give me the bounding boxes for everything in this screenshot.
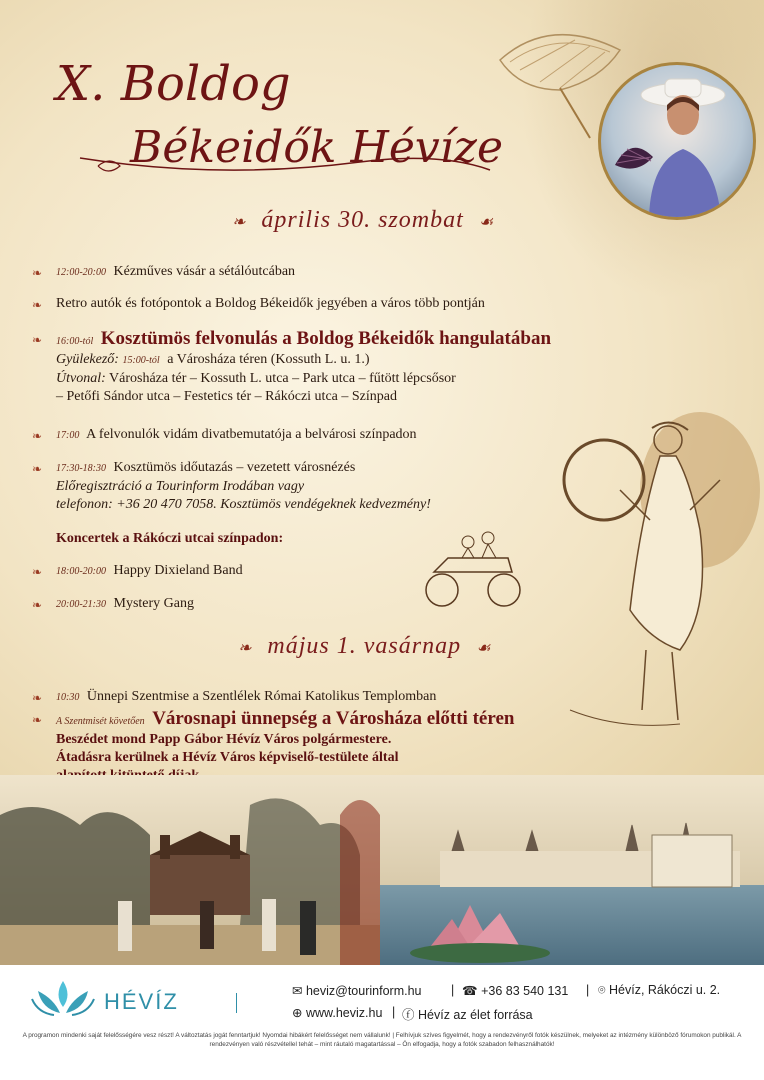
speech-line: Beszédet mond Papp Gábor Hévíz Város polgármestere.: [56, 732, 392, 747]
contact-separator: |: [586, 983, 590, 997]
phone-line: telefonon: +36 20 470 7058. Kosztümös vendégeknek kedvezmény!: [56, 497, 431, 512]
leaf-bullet-icon: ❧: [32, 333, 43, 347]
leaf-bullet-icon: ❧: [32, 713, 43, 727]
leaf-bullet-icon: ❧: [32, 298, 43, 312]
concert-dixieland: [32, 562, 243, 581]
concert-mystery-gang: [32, 595, 194, 614]
facebook-icon: ⓕ: [402, 1008, 415, 1022]
concerts-heading-text: Koncertek a Rákóczi utcai színpadon:: [56, 531, 284, 546]
event-text: Kosztümös felvonulás a Boldog Békeidők hangulatában: [100, 328, 552, 349]
leaf-bullet-icon: ❧: [32, 462, 43, 476]
route-text-2: – Petőfi Sándor utca – Festetics tér – Rákóczi utca – Színpad: [56, 389, 397, 404]
event-time: 12:00-20:00: [56, 267, 106, 278]
ornament-left-icon: ❧: [238, 640, 253, 657]
leaf-bullet-icon: ❧: [32, 565, 43, 579]
title-line2: Békeidők Hévíze: [130, 122, 504, 173]
website-link[interactable]: [292, 1005, 382, 1020]
gathering-label: Gyülekező:: [56, 352, 119, 367]
event-time: 10:30: [56, 692, 80, 703]
event-text: Kosztümös időutazás – vezetett városnézés: [113, 460, 356, 475]
event-time: 16:00-tól: [56, 336, 94, 347]
address-text: Hévíz, Rákóczi u. 2.: [609, 983, 721, 997]
registration-line: Előregisztráció a Tourinform Irodában vagy: [56, 479, 305, 494]
event-text: Városnapi ünnepség a Városháza előtti téren: [152, 708, 515, 729]
event-crafts-fair: [32, 263, 296, 282]
facebook-text: Hévíz az élet forrása: [418, 1008, 533, 1022]
phone-text: +36 83 540 131: [481, 984, 569, 998]
contact-separator: |: [392, 1005, 396, 1019]
title-line1: X. Boldog: [56, 56, 291, 112]
phone-contact[interactable]: [462, 983, 568, 998]
leaf-bullet-icon: ❧: [32, 429, 43, 443]
day2-heading-text: május 1. vasárnap: [267, 633, 462, 659]
email-text: heviz@tourinform.hu: [305, 984, 422, 998]
phone-icon: ☎: [462, 984, 478, 998]
event-costume-parade: [32, 328, 552, 406]
event-time: 20:00-21:30: [56, 599, 106, 610]
footer: [0, 965, 764, 1080]
footer-divider: [236, 993, 237, 1013]
heviz-logo-icon: [30, 977, 96, 1017]
event-holy-mass: [32, 688, 437, 707]
ornament-left-icon: ❧: [232, 214, 247, 231]
leaf-bullet-icon: ❧: [32, 598, 43, 612]
awards-line-1: Átadásra kerülnek a Hévíz Város képviselő-testülete által: [56, 750, 399, 765]
event-time: 18:00-20:00: [56, 566, 106, 577]
day1-heading: [232, 207, 494, 234]
route-label: Útvonal:: [56, 371, 106, 386]
website-text: www.heviz.hu: [305, 1006, 383, 1020]
heviz-logo-text: HÉVÍZ: [104, 989, 179, 1014]
day2-heading: [238, 633, 491, 660]
ornament-right-icon: ☙: [478, 214, 495, 231]
address-contact: [598, 983, 720, 998]
gathering-time: 15:00-tól: [122, 355, 160, 366]
envelope-icon: ✉: [292, 984, 303, 998]
event-time: 17:00: [56, 430, 80, 441]
event-time: 17:30-18:30: [56, 463, 106, 474]
event-text: Happy Dixieland Band: [113, 563, 243, 578]
costume-lady-photo: [598, 62, 756, 220]
historical-photo-strip: [0, 775, 764, 965]
lady-with-hoop-illustration: [560, 410, 760, 740]
leaf-bullet-icon: ❧: [32, 266, 43, 280]
event-text: Mystery Gang: [113, 596, 194, 611]
route-text-1: Városháza tér – Kossuth L. utca – Park utca – fűtött lépcsősor: [109, 371, 456, 386]
fine-print: A programon mindenki saját felelősségére vesz részt! A változtatás jogát fenntartjuk! Nyomdai hibákért felelősséget nem vállalunk! | Felhívjuk szíves figyelmét, hogy a rendezvényről fotók készülnek, melyeket az intézmény különböző fórumokon publikál. A rendezvényen való részvétellel tehát – mint ráutaló magatartással – Ön elfogadja, hogy a fotók szabadon felhasználhatók!: [22, 1032, 742, 1048]
event-text: Ünnepi Szentmise a Szentlélek Római Katolikus Templomban: [86, 689, 437, 704]
map-pin-icon: ⌾: [598, 983, 606, 997]
facebook-link[interactable]: [402, 1005, 533, 1023]
globe-icon: ⊕: [292, 1006, 303, 1020]
day1-heading-text: április 30. szombat: [261, 207, 464, 233]
event-time: A Szentmisét követően: [56, 716, 145, 727]
event-fashion-show: [32, 426, 417, 445]
event-text: A felvonulók vidám divatbemutatója a belvárosi színpadon: [86, 427, 417, 442]
email-contact[interactable]: [292, 983, 421, 998]
event-text: Retro autók és fotópontok a Boldog Békeidők jegyében a város több pontján: [56, 296, 485, 311]
event-time-travel: [32, 459, 431, 514]
concerts-heading: [56, 530, 283, 548]
contact-separator: |: [451, 983, 455, 997]
event-city-day: [32, 708, 515, 785]
vintage-car-illustration: [418, 520, 528, 610]
poster-title: [20, 30, 600, 200]
leaf-bullet-icon: ❧: [32, 691, 43, 705]
ornament-right-icon: ☙: [476, 640, 492, 657]
gathering-text: a Városháza téren (Kossuth L. u. 1.): [167, 352, 370, 367]
event-text: Kézműves vásár a sétálóutcában: [113, 264, 296, 279]
event-retro-cars: [32, 295, 485, 313]
